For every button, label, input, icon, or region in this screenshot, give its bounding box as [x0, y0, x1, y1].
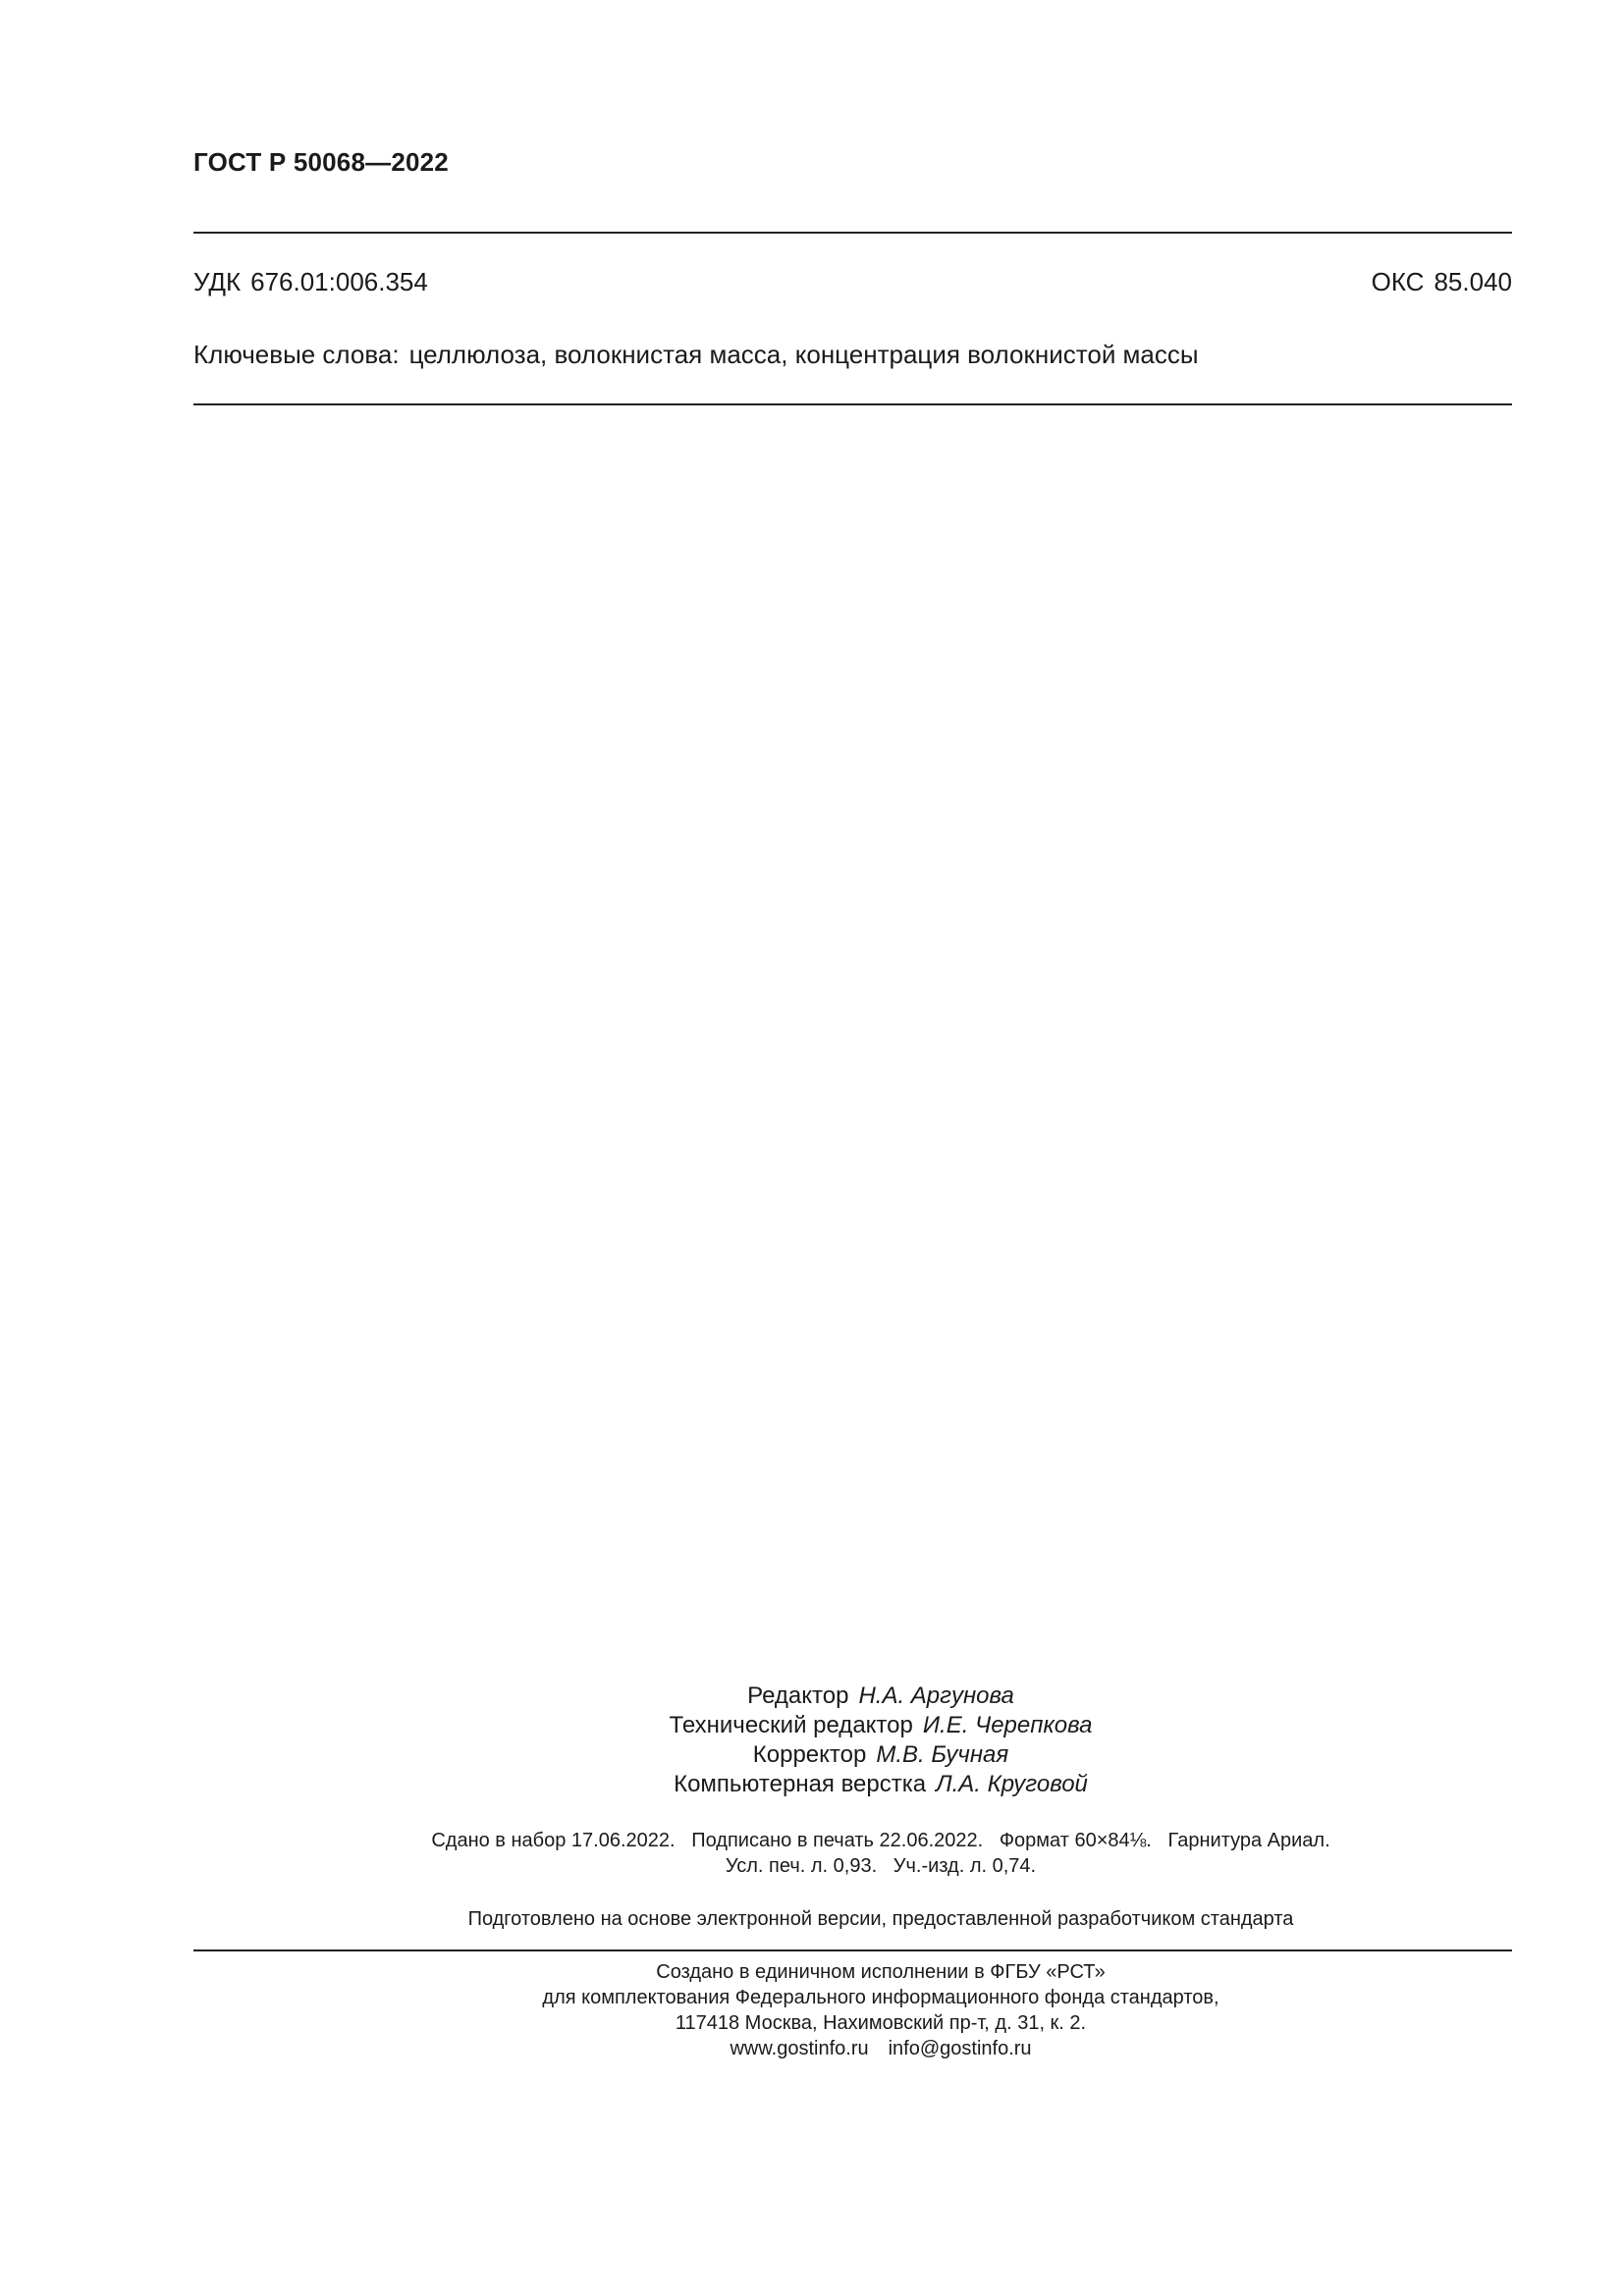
footer-line2: для комплектования Федерального информационного фонда стандартов,	[542, 1987, 1219, 2008]
website-link[interactable]: www.gostinfo.ru	[730, 2038, 869, 2059]
credit-name: Н.А. Аргунова	[858, 1682, 1014, 1709]
keywords-divider	[193, 403, 1512, 405]
footer-divider	[193, 1949, 1512, 1951]
prepared-note: Подготовлено на основе электронной версии, предоставленной разработчиком стандарта	[467, 1908, 1294, 1930]
credit-role: Редактор	[747, 1682, 849, 1709]
udk-label: УДК	[193, 267, 242, 296]
publishing-info-line2: Усл. печ. л. 0,93. Уч.-изд. л. 0,74.	[725, 1855, 1037, 1877]
credit-technical-editor	[69, 1711, 1624, 1740]
email-link[interactable]: info@gostinfo.ru	[888, 2038, 1032, 2059]
document-code: ГОСТ Р 50068—2022	[193, 147, 449, 177]
footer-contacts	[69, 2036, 1624, 2061]
credit-role: Технический редактор	[669, 1712, 913, 1738]
credit-editor	[69, 1682, 1624, 1711]
publishing-info-line1: Сдано в набор 17.06.2022. Подписано в печать 22.06.2022. Формат 60×84⅛. Гарнитура Ариал.	[431, 1830, 1330, 1851]
footer-line3: 117418 Москва, Нахимовский пр-т, д. 31, к. 2.	[675, 2012, 1087, 2034]
oks-value: 85.040	[1434, 267, 1512, 296]
udk-value: 676.01:006.354	[250, 267, 428, 296]
udk-line	[193, 267, 428, 297]
keywords-label: Ключевые слова:	[193, 340, 400, 369]
keywords-value: целлюлоза, волокнистая масса, концентрация волокнистой массы	[408, 340, 1199, 369]
credit-role: Компьютерная верстка	[674, 1771, 927, 1797]
credit-role: Корректор	[752, 1741, 867, 1768]
keywords-line	[193, 340, 1199, 370]
footer-line1: Создано в единичном исполнении в ФГБУ «РСТ»	[656, 1961, 1106, 1983]
oks-line	[1372, 267, 1512, 297]
credit-name: Л.А. Круговой	[936, 1771, 1088, 1797]
oks-label: ОКС	[1371, 267, 1425, 296]
credit-layout	[69, 1770, 1624, 1799]
credit-name: М.В. Бучная	[876, 1741, 1009, 1768]
credit-proofreader	[69, 1740, 1624, 1770]
top-divider	[193, 232, 1512, 234]
credit-name: И.Е. Черепкова	[922, 1712, 1093, 1738]
